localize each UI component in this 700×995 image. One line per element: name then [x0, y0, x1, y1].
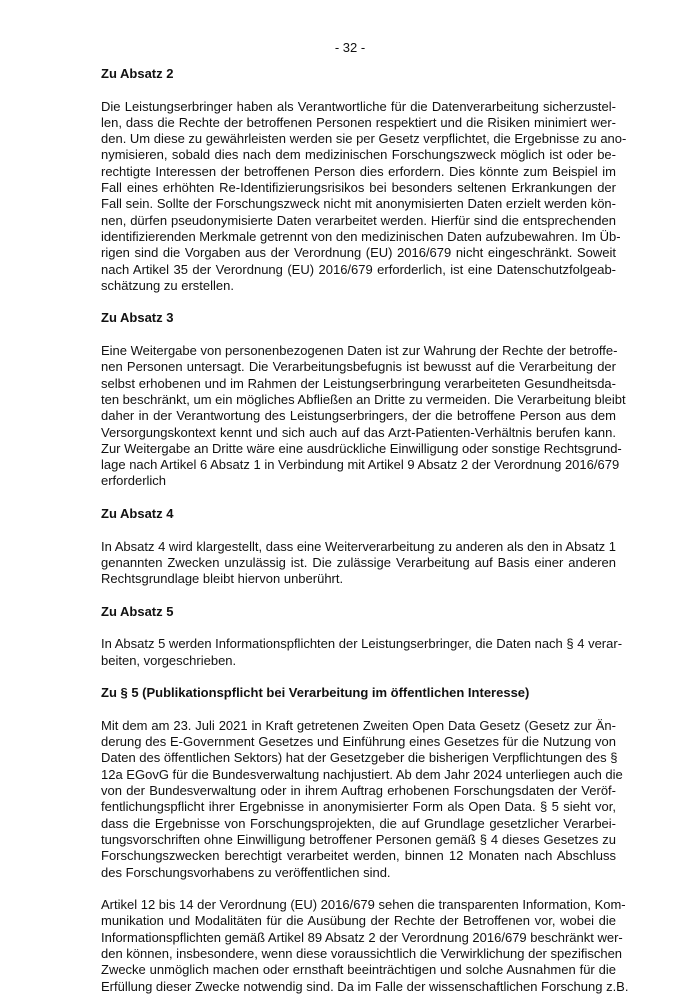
paragraph — [101, 98, 627, 295]
paragraph-line: selbst erhobenen und im Rahmen der Leistungserbringung verarbeiteten Gesundheitsda- — [101, 375, 616, 391]
block-spacer — [101, 588, 616, 604]
paragraph-line: Informationspflichten gemäß Artikel 89 Absatz 2 der Verordnung 2016/679 beschränkt wer- — [101, 929, 623, 945]
paragraph — [101, 897, 629, 995]
paragraph — [101, 717, 623, 881]
paragraph-line: von der Bundesverwaltung oder in ihrem Auftrag erhobenen Forschungsdaten der Veröf- — [101, 783, 616, 799]
block-spacer — [101, 620, 616, 636]
paragraph-line: 12a EGovG für die Bundesverwaltung nachjustiert. Ab dem Jahr 2024 unterliegen auch die — [101, 766, 623, 782]
section-heading — [101, 310, 616, 326]
paragraph-line: Rechtsgrundlage bleibt hiervon unberührt. — [101, 571, 344, 587]
paragraph-line: rigen sind die Vorgaben aus der Verordnung (EU) 2016/679 nicht eingeschränkt. Soweit — [101, 245, 616, 261]
paragraph-line: nen, dürfen pseudonymisierte Daten verarbeitet werden. Hierfür sind die entsprechenden — [101, 212, 616, 228]
paragraph — [101, 343, 626, 490]
paragraph-line: Eine Weitergabe von personenbezogenen Daten ist zur Wahrung der Rechte der betroffe- — [101, 343, 618, 359]
section-heading — [101, 604, 616, 620]
paragraph-line: Zur Weitergabe an Dritte wäre eine ausdrückliche Einwilligung oder sonstige Rechtsgrund- — [101, 440, 622, 456]
block-spacer — [101, 327, 616, 343]
paragraph-line: In Absatz 5 werden Informationspflichten der Leistungserbringer, die Daten nach § 4 verar- — [101, 636, 623, 652]
paragraph-line: Daten des öffentlichen Sektors) hat der Gesetzgeber die bisherigen Verpflichtungen des § — [101, 750, 618, 766]
block-spacer — [101, 881, 616, 897]
heading-text: Zu Absatz 2 — [101, 66, 174, 81]
paragraph-line: Erfüllung dieser Zwecke notwendig sind. Da im Falle der wissenschaftlichen Forschung z.B. — [101, 978, 629, 994]
paragraph-line: Zwecke unmöglich machen oder ernsthaft beeinträchtigen und solche Ausnahmen für die — [101, 962, 616, 978]
block-spacer — [101, 702, 616, 718]
page-number: - 32 - — [334, 40, 366, 55]
paragraph-line: den. Um diese zu gewährleisten werden sie per Gesetz verpflichtet, die Ergebnisse zu ano- — [101, 131, 627, 147]
paragraph-line: des Forschungsvorhabens zu veröffentlichen sind. — [101, 864, 391, 880]
block-spacer — [101, 522, 616, 538]
paragraph-line: den können, insbesondere, wenn diese voraussichtlich die Verwirklichung der spezifischen — [101, 946, 623, 962]
paragraph-line: beiten, vorgeschrieben. — [101, 652, 237, 668]
paragraph-line: erforderlich — [101, 473, 167, 489]
paragraph-line: derung des E-Government Gesetzes und Einführung eines Gesetzes für die Nutzung von — [101, 734, 616, 750]
paragraph-line: Mit dem am 23. Juli 2021 in Kraft getretenen Zweiten Open Data Gesetz (Gesetz zur Än- — [101, 717, 616, 733]
paragraph-line: nymisieren, sobald dies nach dem medizinischen Forschungszweck möglich ist oder be- — [101, 147, 616, 163]
paragraph-line: nen Personen untersagt. Die Verarbeitungsbefugnis ist bewusst auf die Verarbeitung der — [101, 359, 616, 375]
paragraph-line: In Absatz 4 wird klargestellt, dass eine Weiterverarbeitung zu anderen als den in Absatz 1 — [101, 538, 616, 554]
heading-text: Zu Absatz 4 — [101, 506, 174, 522]
section-heading — [101, 66, 616, 82]
paragraph-line: Versorgungskontext kennt und sich auch auf das Arzt-Patienten-Verhältnis berufen kann. — [101, 424, 616, 440]
paragraph-line: Forschungszwecken berechtigt verarbeitet werden, binnen 12 Monaten nach Abschluss — [101, 848, 616, 864]
section-heading — [101, 506, 616, 522]
paragraph-line: munikation und Modalitäten für die Ausübung der Rechte der Betroffenen vor, wobei die — [101, 913, 616, 929]
paragraph-line: Fall eines erhöhten Re-Identifizierungsrisikos bei besonders seltenen Erkrankungen der — [101, 180, 616, 196]
paragraph-line: ten beschränkt, um ein mögliches Abfließen an Dritte zu vermeiden. Die Verarbeitung bleibt — [101, 391, 626, 407]
paragraph-line: tungsvorschriften ohne Einwilligung betroffener Personen gemäß § 4 dieses Gesetzes zu — [101, 831, 616, 847]
section-heading — [101, 685, 616, 701]
paragraph-line: lage nach Artikel 6 Absatz 1 in Verbindung mit Artikel 9 Absatz 2 der Verordnung 2016/679 — [101, 457, 620, 473]
paragraph-line: schätzung zu erstellen. — [101, 277, 234, 293]
block-spacer — [101, 490, 616, 506]
heading-text: Zu § 5 (Publikationspflicht bei Verarbeitung im öffentlichen Interesse) — [101, 685, 530, 701]
paragraph-line: genannten Zwecken unzulässig ist. Die zulässige Verarbeitung auf Basis einer anderen — [101, 554, 616, 570]
paragraph-line: Die Leistungserbringer haben als Verantwortliche für die Datenverarbeitung sicherzustel- — [101, 98, 616, 114]
paragraph-line: identifizierenden Merkmale getrennt von den medizinischen Daten aufzubewahren. Im Üb- — [101, 228, 621, 244]
heading-text: Zu Absatz 3 — [101, 310, 174, 326]
paragraph-line: rechtigte Interessen der betroffenen Person dies erfordern. Dies könnte zum Beispiel im — [101, 163, 616, 179]
block-spacer — [101, 294, 616, 310]
paragraph — [101, 636, 623, 669]
paragraph-line: fentlichungspflicht ihrer Ergebnisse in anonymisierter Form als Open Data. § 5 sieht vor, — [101, 799, 616, 815]
document-body — [101, 66, 629, 995]
paragraph — [101, 539, 616, 588]
paragraph-line: Fall sein. Sollte der Forschungszweck nicht mit anonymisierten Daten erzielt werden kön- — [101, 196, 616, 212]
paragraph-line: nach Artikel 35 der Verordnung (EU) 2016/679 erforderlich, ist eine Datenschutzfolgeab- — [101, 261, 616, 277]
block-spacer — [101, 82, 616, 98]
paragraph-line: dass die Ergebnisse von Forschungsprojekten, die auf Grundlage gesetzlicher Verarbei- — [101, 815, 616, 831]
paragraph-line: daher in der Verantwortung des Leistungserbringers, der die betroffene Person aus dem — [101, 408, 616, 424]
heading-text: Zu Absatz 5 — [101, 603, 174, 619]
paragraph-line: Artikel 12 bis 14 der Verordnung (EU) 2016/679 sehen die transparenten Information, Kom- — [101, 897, 626, 913]
paragraph-line: len, dass die Rechte der betroffenen Personen respektiert und die Risiken minimiert wer- — [101, 114, 616, 130]
block-spacer — [101, 669, 616, 685]
